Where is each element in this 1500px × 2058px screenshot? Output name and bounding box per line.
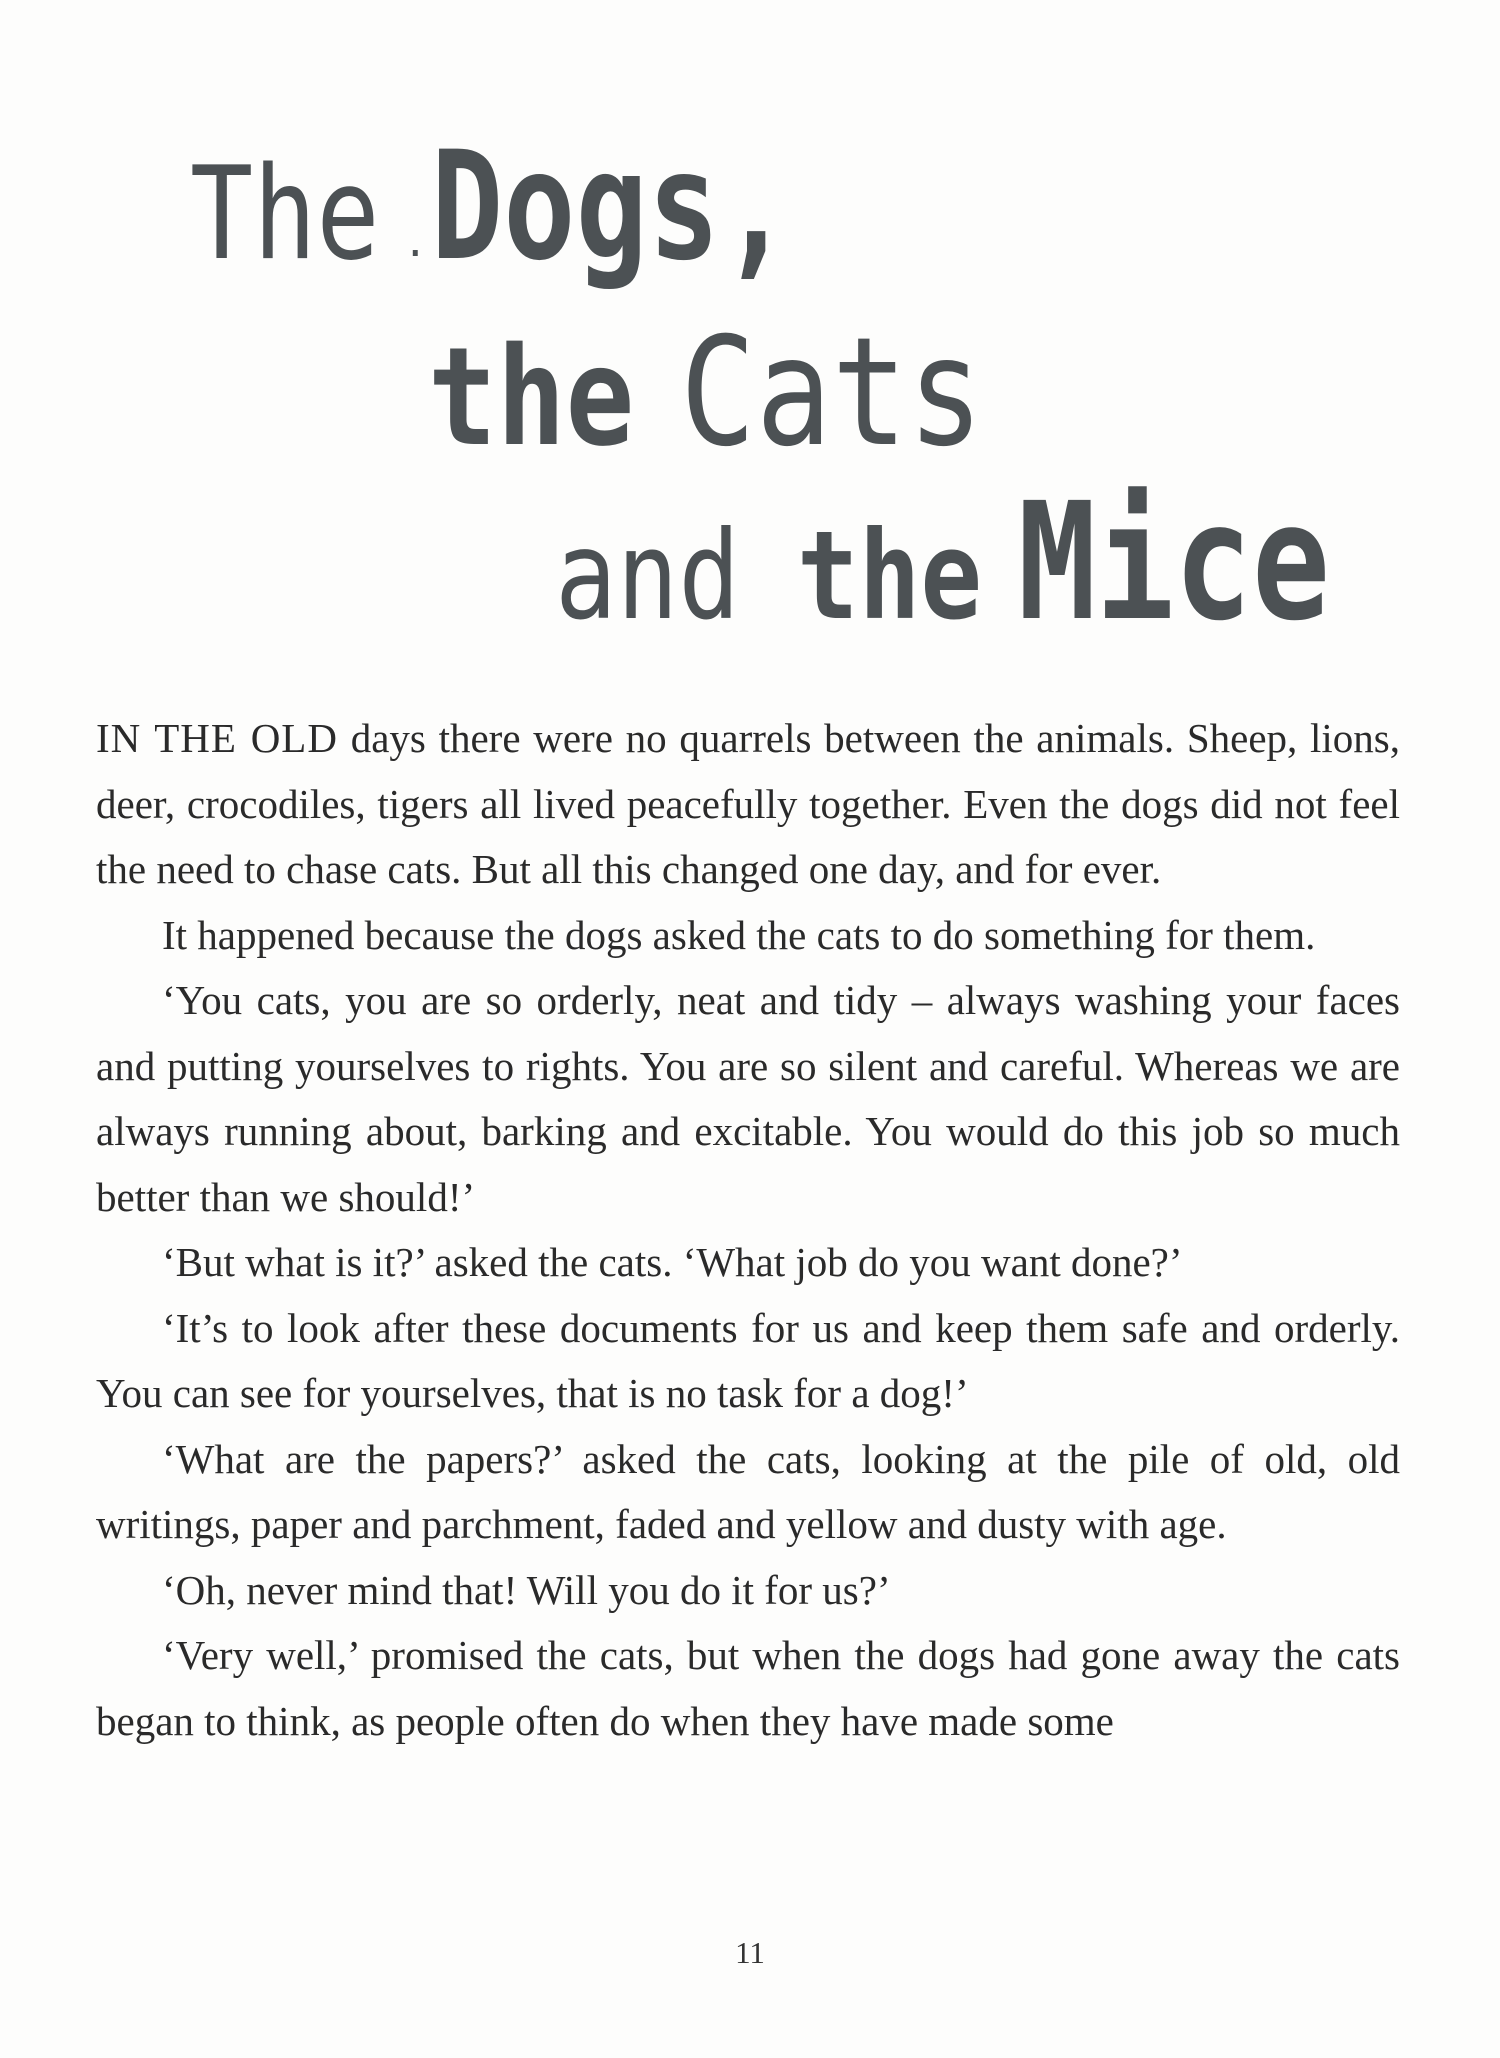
- paragraph-1-text: days there were no quarrels between the animals. Sheep, lions, deer, crocodiles, tigers all lived peacefully together. Even the dogs did not feel the need to chase cats. But all this changed one day, and for ever.: [96, 715, 1400, 892]
- title-word-the: The: [190, 140, 380, 289]
- paragraph-4: ‘But what is it?’ asked the cats. ‘What job do you want done?’: [162, 1239, 1183, 1285]
- paragraph-6: ‘What are the papers?’ asked the cats, looking at the pile of old, old writings, paper and parchment, faded and yellow and dusty with age.: [96, 1435, 1400, 1547]
- page-number: 11: [735, 1935, 765, 1970]
- title-word-dogs: Dogs,: [431, 120, 793, 294]
- paragraph-8: ‘Very well,’ promised the cats, but when the dogs had gone away the cats began to think, as people often do when they have made some: [96, 1632, 1400, 1744]
- paragraph-2: It happened because the dogs asked the cats to do something for them.: [162, 911, 1316, 958]
- title-word-mice: Mice: [1017, 469, 1330, 657]
- title-line-3: [555, 469, 1408, 657]
- title-line-1: [190, 120, 883, 294]
- paragraph-1: [96, 706, 1400, 903]
- story-text: [96, 706, 1400, 1754]
- title-dot: ·: [403, 230, 428, 277]
- paragraph-5: ‘It’s to look after these documents for us and keep them safe and orderly. You can see for yourselves, that is no task for a dog!’: [96, 1304, 1400, 1416]
- title-word-cats: Cats: [679, 306, 984, 480]
- paragraph-1-lead: IN THE OLD: [96, 715, 338, 761]
- title-word-and: and: [555, 505, 741, 647]
- chapter-title: [0, 0, 1500, 657]
- paragraph-7: ‘Oh, never mind that! Will you do it for us?’: [162, 1566, 891, 1613]
- title-line-2: [428, 306, 1041, 480]
- title-word-the-3: the: [797, 505, 983, 647]
- title-word-the-2: the: [428, 319, 635, 477]
- paragraph-3: ‘You cats, you are so orderly, neat and tidy – always washing your faces and putting yourselves to rights. You are so silent and careful. Whereas we are always running about, barking and excitable. You would do this job so much better than we should!’: [96, 977, 1400, 1220]
